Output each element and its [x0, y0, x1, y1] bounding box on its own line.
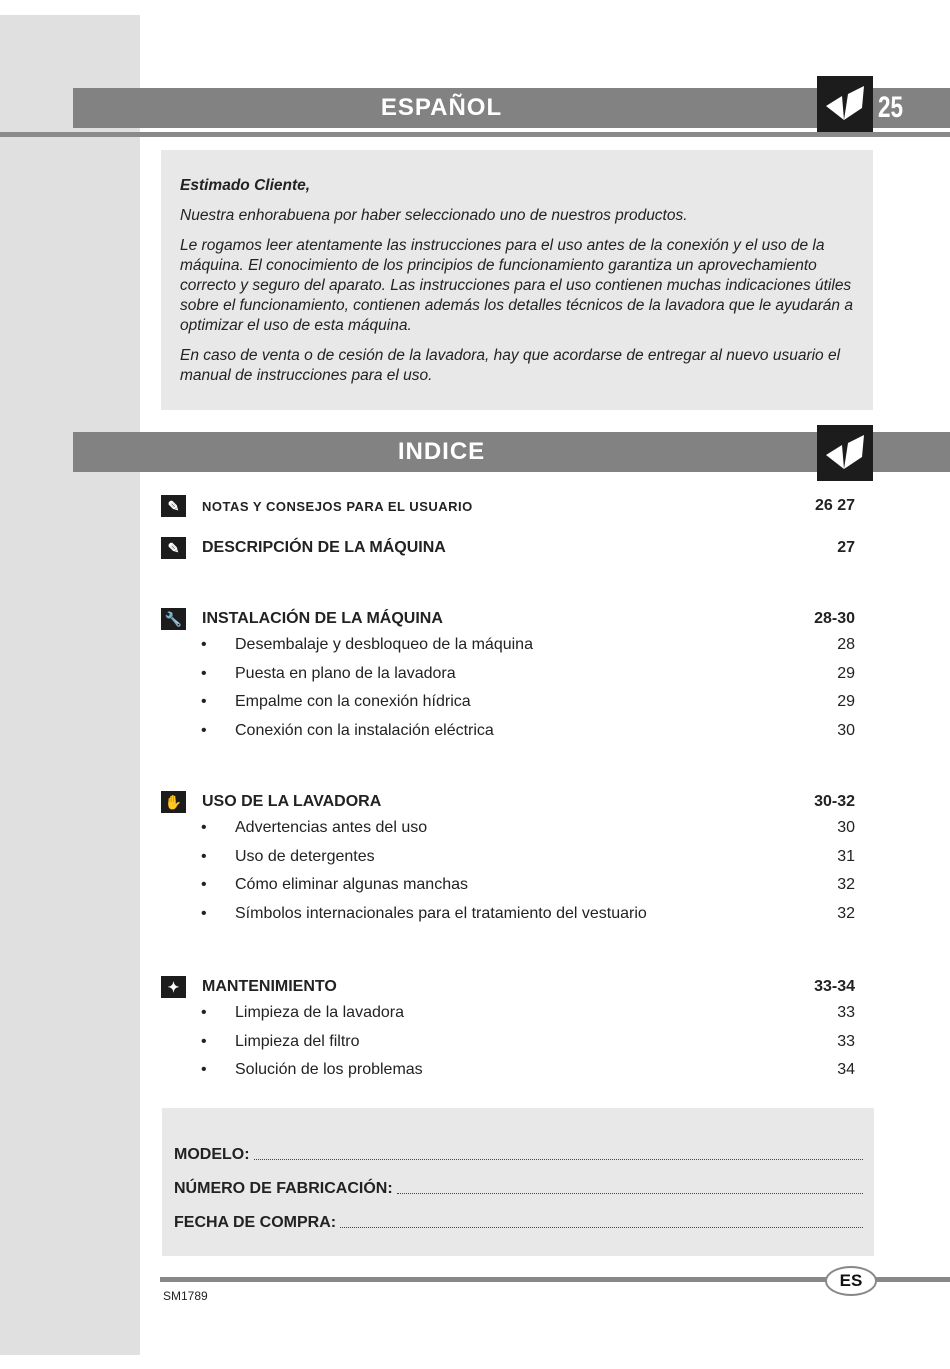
serial-field[interactable] — [397, 1193, 863, 1194]
item-label: Limpieza del filtro — [235, 1032, 360, 1050]
purchase-date-label: FECHA DE COMPRA: — [174, 1214, 337, 1231]
model-label: MODELO: — [174, 1146, 250, 1163]
toc-item[interactable] — [161, 660, 855, 689]
divider — [0, 132, 950, 137]
greeting: Estimado Cliente, — [180, 177, 311, 194]
toc-section-heading[interactable] — [161, 975, 855, 999]
language-badge: ES — [825, 1266, 877, 1296]
header-title: ESPAÑOL — [380, 94, 503, 121]
book-icon — [817, 425, 873, 481]
toc-section-heading[interactable] — [161, 607, 855, 631]
item-label: Solución de los problemas — [235, 1061, 423, 1079]
toc-item[interactable] — [161, 999, 855, 1028]
item-label: Limpieza de la lavadora — [235, 1004, 404, 1022]
toc-item[interactable] — [161, 717, 855, 746]
item-page: 29 — [837, 664, 855, 682]
section-title: NOTAS Y CONSEJOS PARA EL USUARIO — [202, 498, 473, 514]
item-label: Desembalaje y desbloqueo de la máquina — [235, 636, 533, 654]
item-label: Cómo eliminar algunas manchas — [235, 876, 468, 894]
section-title: DESCRIPCIÓN DE LA MÁQUINA — [202, 539, 446, 556]
item-label: Conexión con la instalación eléctrica — [235, 721, 494, 739]
item-page: 29 — [837, 693, 855, 711]
toc-section — [161, 494, 855, 518]
page-number: 25 — [878, 91, 904, 124]
section-icon: 🔧 — [161, 608, 186, 630]
book-icon — [817, 76, 873, 132]
toc-section-heading[interactable] — [161, 494, 855, 518]
section-title: INSTALACIÓN DE LA MÁQUINA — [202, 610, 443, 627]
item-page: 28 — [837, 636, 855, 654]
item-page: 30 — [837, 819, 855, 837]
toc-section-heading[interactable] — [161, 536, 855, 560]
item-page: 31 — [837, 847, 855, 865]
toc-item[interactable] — [161, 814, 855, 843]
toc-item[interactable] — [161, 900, 855, 929]
toc-section — [161, 536, 855, 560]
toc-section — [161, 975, 855, 1085]
intro-paragraph: Le rogamos leer atentamente las instrucciones para el uso antes de la conexión y el uso de la máquina. El conocimiento de los principios de funcionamiento garantiza un aprovechamiento correcto y seguro del aparato. Las instrucciones para el uso contienen muchas indicaciones útiles sobre el funcionamiento, contienen además los detalles técnicos de la lavadora que le ayudarán a optimizar el uso de esta máquina. — [180, 237, 853, 334]
model-field[interactable] — [254, 1159, 863, 1160]
section-pages: 28-30 — [814, 610, 855, 627]
section-pages: 33-34 — [814, 978, 855, 995]
item-label: Advertencias antes del uso — [235, 819, 428, 837]
side-strip — [0, 15, 140, 1355]
index-title: INDICE — [397, 438, 486, 465]
item-page: 30 — [837, 721, 855, 739]
item-page: 33 — [837, 1004, 855, 1022]
section-pages: 27 — [837, 539, 855, 556]
toc-item[interactable] — [161, 843, 855, 872]
toc-item[interactable] — [161, 1056, 855, 1085]
intro-box — [161, 150, 873, 410]
toc-section — [161, 790, 855, 928]
section-pages: 26 27 — [814, 497, 855, 514]
toc-item[interactable] — [161, 688, 855, 717]
toc-item[interactable] — [161, 871, 855, 900]
item-label: Uso de detergentes — [235, 847, 375, 865]
toc-section — [161, 607, 855, 745]
item-page: 33 — [837, 1032, 855, 1050]
product-form — [162, 1108, 874, 1256]
document-code: SM1789 — [163, 1289, 208, 1303]
section-icon: ✦ — [161, 976, 186, 998]
item-page: 32 — [837, 876, 855, 894]
intro-paragraph: En caso de venta o de cesión de la lavadora, hay que acordarse de entregar al nuevo usuario el manual de instrucciones para el uso. — [180, 347, 841, 384]
section-title: MANTENIMIENTO — [202, 978, 337, 995]
section-icon: ✎ — [161, 495, 186, 517]
section-title: USO DE LA LAVADORA — [202, 793, 382, 810]
item-label: Símbolos internacionales para el tratamiento del vestuario — [235, 904, 647, 922]
item-label: Empalme con la conexión hídrica — [235, 693, 471, 711]
item-page: 32 — [837, 904, 855, 922]
intro-paragraph: Nuestra enhorabuena por haber seleccionado uno de nuestros productos. — [180, 207, 688, 224]
item-label: Puesta en plano de la lavadora — [235, 664, 456, 682]
toc-item[interactable] — [161, 631, 855, 660]
item-page: 34 — [837, 1061, 855, 1079]
serial-label: NÚMERO DE FABRICACIÓN: — [174, 1180, 393, 1197]
toc-item[interactable] — [161, 1028, 855, 1057]
section-icon: ✋ — [161, 791, 186, 813]
purchase-date-field[interactable] — [340, 1227, 863, 1228]
section-icon: ✎ — [161, 537, 186, 559]
section-pages: 30-32 — [814, 793, 855, 810]
toc-section-heading[interactable] — [161, 790, 855, 814]
